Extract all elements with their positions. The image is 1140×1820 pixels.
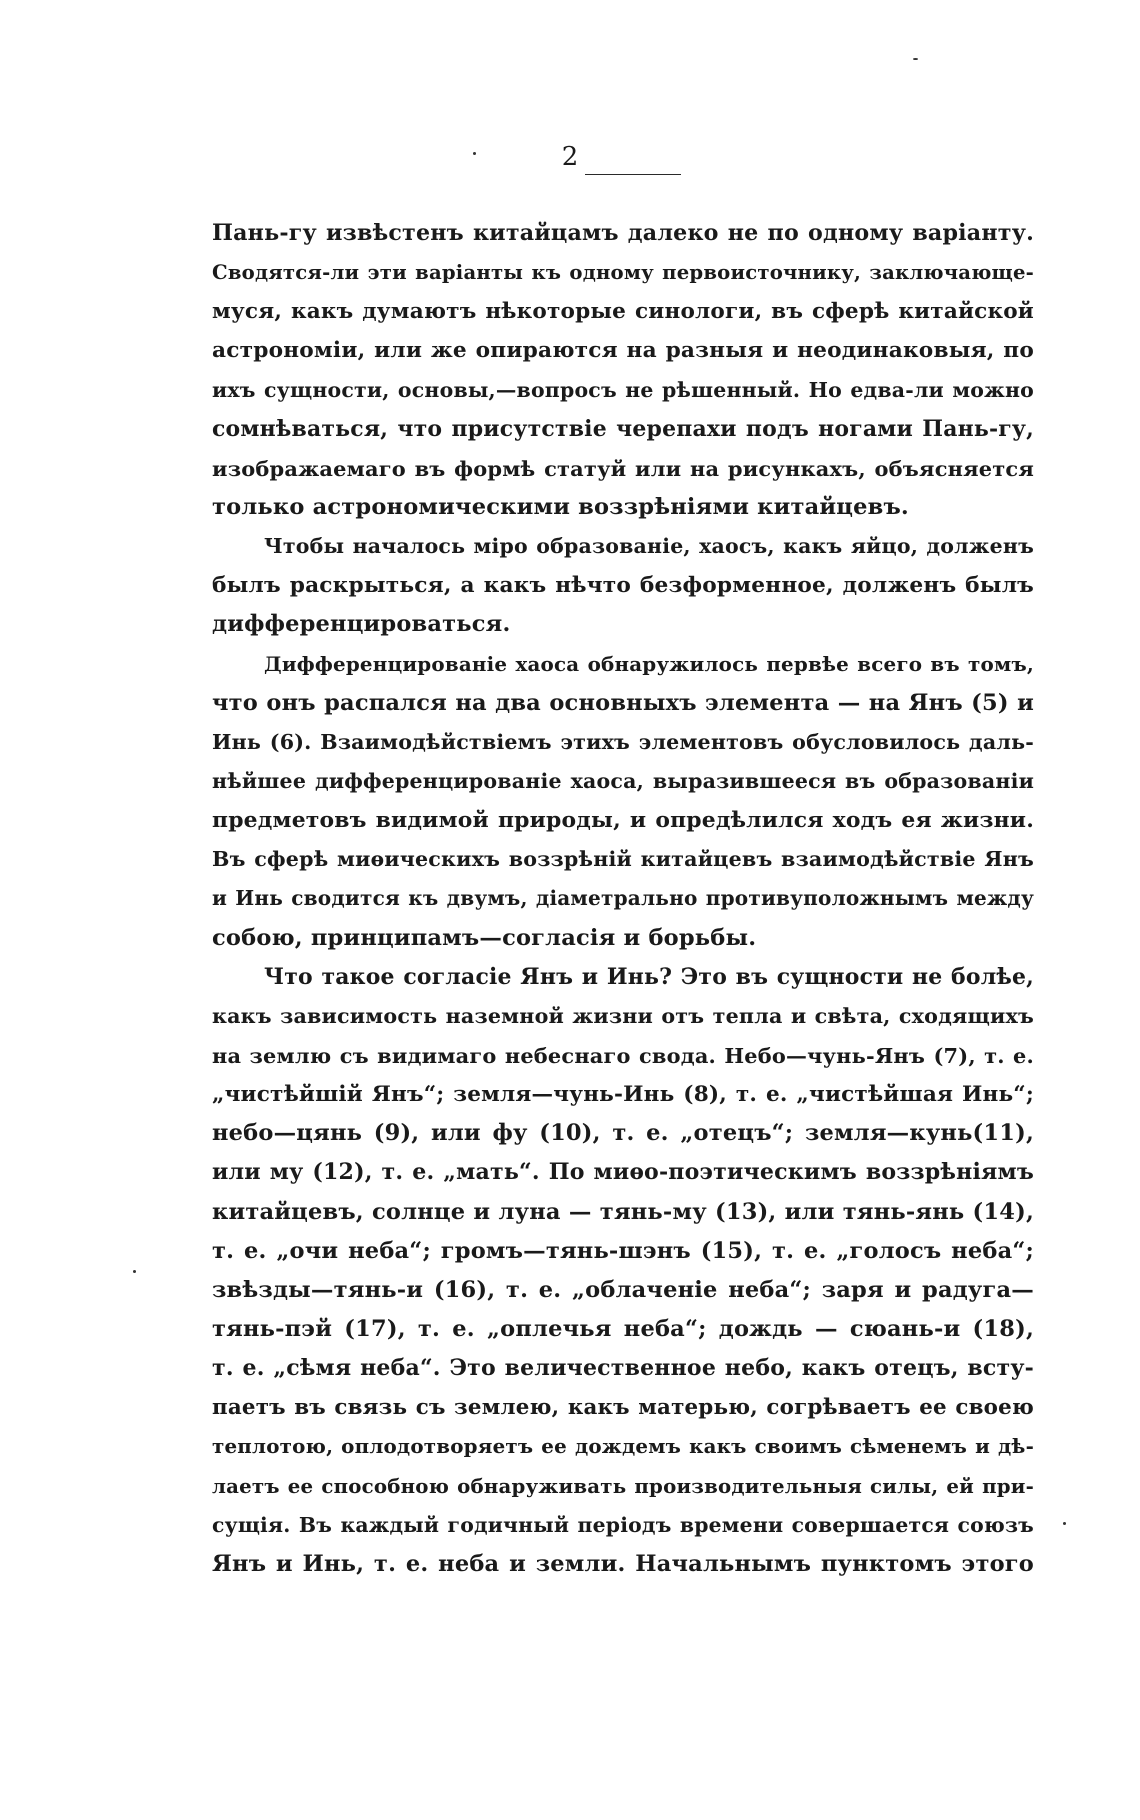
text-line: Янъ и Инь, т. е. неба и земли. Начальнымъ пунктомъ этого <box>212 1550 1034 1577</box>
text-line: или му (12), т. е. „мать“. По миѳо-поэтическимъ воззрѣніямъ <box>212 1159 1034 1186</box>
text-line: что онъ распался на два основныхъ элемента — на Янъ (5) и <box>212 689 1034 716</box>
text-line: собою, принципамъ—согласія и борьбы. <box>212 924 757 951</box>
text-line: муся, какъ думаютъ нѣкоторые синологи, въ сферѣ китайской <box>212 299 1034 325</box>
body-text <box>212 214 1034 1584</box>
text-line: паетъ въ связь съ землею, какъ матерью, согрѣваетъ ее своею <box>212 1395 1034 1421</box>
text-line: и Инь сводится къ двумъ, діаметрально противуположнымъ между <box>212 886 1034 911</box>
text-line: „чистѣйшій Янъ“; земля—чунь-Инь (8), т. е. „чистѣйшая Инь“; <box>212 1082 1034 1108</box>
text-line: Въ сферѣ миѳическихъ воззрѣній китайцевъ взаимодѣйствіе Янъ <box>212 847 1034 872</box>
text-line: лаетъ ее способною обнаруживать производительныя силы, ей при- <box>212 1473 1034 1498</box>
print-speck <box>133 1270 136 1273</box>
text-line: китайцевъ, солнце и луна — тянь-му (13), или тянь-янь (14), <box>212 1198 1034 1225</box>
text-line: на землю съ видимаго небеснаго свода. Небо—чунь-Янъ (7), т. е. <box>212 1042 1034 1068</box>
text-line: тянь-пэй (17), т. е. „оплечья неба“; дождь — сюань-и (18), <box>212 1315 1034 1342</box>
print-speck <box>913 58 918 60</box>
text-line: дифференцироваться. <box>212 611 511 638</box>
text-line: Сводятся-ли эти варіанты къ одному первоисточнику, заключающе- <box>212 261 1034 285</box>
text-line: какъ зависимость наземной жизни отъ тепла и свѣта, сходящихъ <box>212 1003 1034 1028</box>
text-line: т. е. „сѣмя неба“. Это величественное небо, какъ отецъ, всту- <box>212 1355 1034 1382</box>
text-line: астрономіи, или же опираются на разныя и неодинаковыя, по <box>212 338 1034 364</box>
text-line: изображаемаго въ формѣ статуй или на рисункахъ, объясняется <box>212 455 1034 481</box>
text-line: Пань-гу извѣстенъ китайцамъ далеко не по одному варіанту. <box>212 220 1034 246</box>
text-line: теплотою, оплодотворяетъ ее дождемъ какъ своимъ сѣменемъ и дѣ- <box>212 1434 1034 1459</box>
text-line: Чтобы началось міро образованіе, хаосъ, какъ яйцо, долженъ <box>264 534 1034 559</box>
text-line: нѣйшее дифференцированіе хаоса, выразившееся въ образованіи <box>212 768 1034 793</box>
text-line: Что такое согласіе Янъ и Инь? Это въ сущности не болѣе, <box>264 963 1034 990</box>
text-line: сомнѣваться, что присутствіе черепахи подъ ногами Пань-гу, <box>212 415 1034 442</box>
text-line: сущія. Въ каждый годичный періодъ времени совершается союзъ <box>212 1512 1034 1537</box>
print-speck <box>1063 1522 1066 1525</box>
text-line: Дифференцированіе хаоса обнаружилось первѣе всего въ томъ, <box>264 651 1034 676</box>
page-number: 2 <box>561 142 579 172</box>
text-line: т. е. „очи неба“; громъ—тянь-шэнъ (15), т. е. „голосъ неба“; <box>212 1237 1034 1264</box>
page-number-rule <box>585 174 681 175</box>
text-line: былъ раскрыться, а какъ нѣчто безформенное, долженъ былъ <box>212 573 1034 599</box>
text-line: ихъ сущности, основы,—вопросъ не рѣшенный. Но едва-ли можно <box>212 377 1034 402</box>
text-line: звѣзды—тянь-и (16), т. е. „облаченіе неба“; заря и радуга— <box>212 1276 1034 1303</box>
text-line: небо—цянь (9), или фу (10), т. е. „отецъ“; земля—кунь(11), <box>212 1120 1034 1147</box>
text-line: только астрономическими воззрѣніями китайцевъ. <box>212 493 909 520</box>
text-line: предметовъ видимой природы, и опредѣлился ходъ ея жизни. <box>212 807 1034 834</box>
text-line: Инь (6). Взаимодѣйствіемъ этихъ элементовъ обусловилось даль- <box>212 729 1034 754</box>
